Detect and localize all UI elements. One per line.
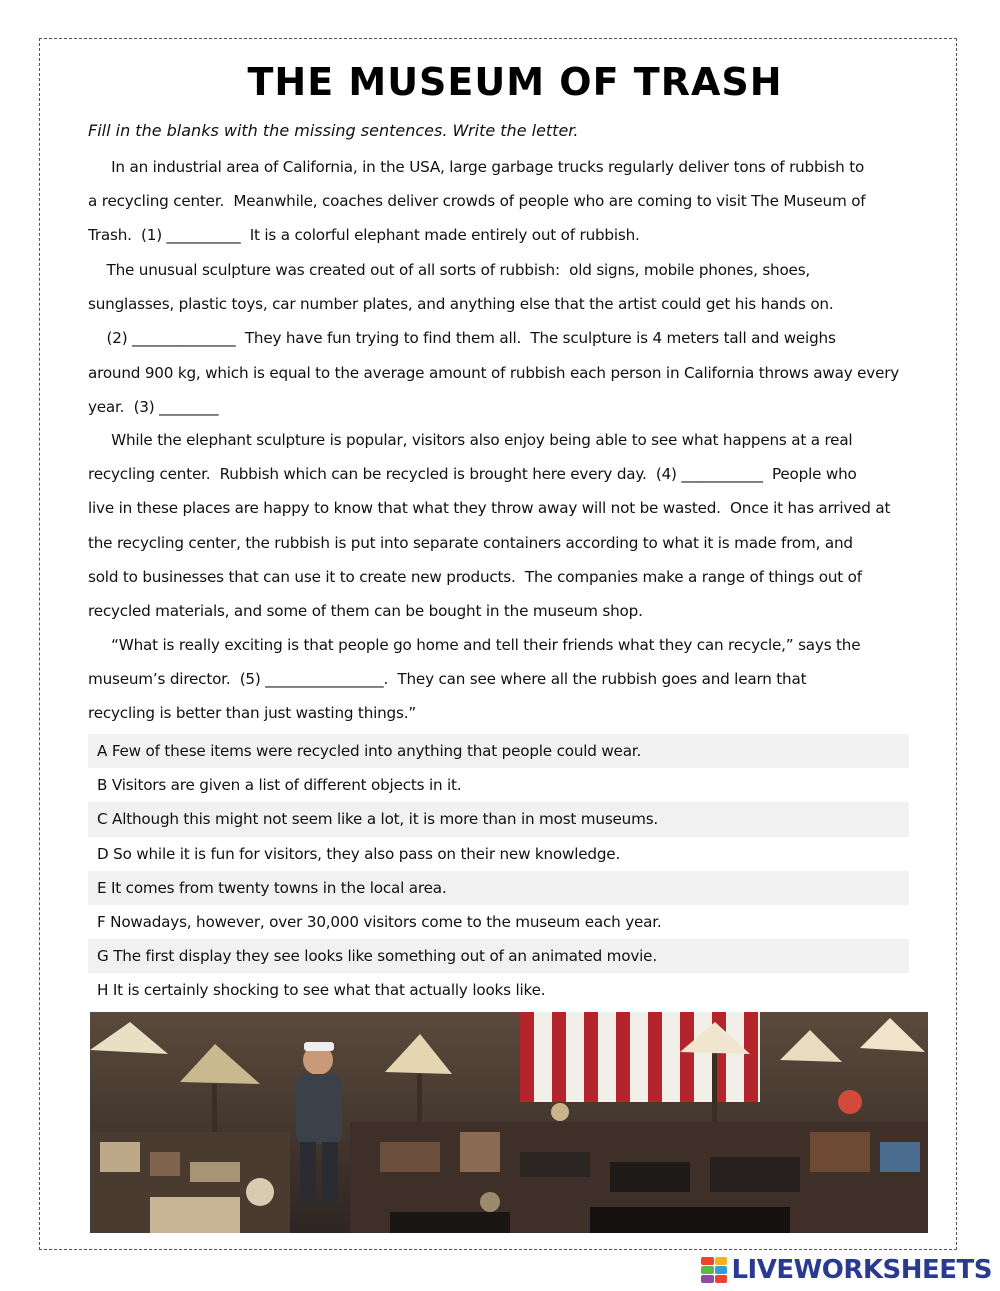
text-line: a recycling center. Meanwhile, coaches deliver crowds of people who are coming to visit The Museum of — [88, 192, 866, 211]
text-line: (2) ______________ They have fun trying to find them all. The sculpture is 4 meters tall and weighs — [88, 329, 836, 348]
text-line: museum’s director. (5) ________________. They can see where all the rubbish goes and learn that — [88, 670, 807, 689]
museum-photo-illustration — [90, 1012, 928, 1233]
instructions: Fill in the blanks with the missing sentences. Write the letter. — [88, 121, 579, 140]
option-b: B Visitors are given a list of different objects in it. — [97, 776, 462, 795]
liveworksheets-logo-icon — [701, 1257, 727, 1283]
option-a: A Few of these items were recycled into anything that people could wear. — [88, 734, 909, 768]
text-line: sold to businesses that can use it to create new products. The companies make a range of things out of — [88, 567, 862, 586]
paragraph-3 — [88, 423, 918, 628]
option-c: C Although this might not seem like a lot, it is more than in most museums. — [88, 802, 909, 836]
text-line: recycled materials, and some of them can be bought in the museum shop. — [88, 601, 643, 620]
paragraph-2 — [88, 253, 918, 424]
text-line: “What is really exciting is that people go home and tell their friends what they can recycle,” says the — [88, 636, 861, 654]
option-e: E It comes from twenty towns in the local area. — [88, 871, 909, 905]
text-line: year. (3) ________ — [88, 397, 219, 416]
text-line: the recycling center, the rubbish is put into separate containers according to what it is made from, and — [88, 533, 853, 552]
option-g: G The first display they see looks like something out of an animated movie. — [88, 939, 909, 973]
paragraph-1 — [88, 150, 918, 253]
text-line: Trash. (1) __________ It is a colorful elephant made entirely out of rubbish. — [88, 226, 640, 245]
text-line: recycling is better than just wasting things.” — [88, 704, 417, 723]
liveworksheets-brand[interactable] — [701, 1255, 992, 1285]
brand-text: LIVEWORKSHEETS — [731, 1255, 992, 1285]
text-line: live in these places are happy to know that what they throw away will not be wasted. Once it has arrived at — [88, 499, 891, 518]
option-h: H It is certainly shocking to see what that actually looks like. — [97, 981, 546, 1000]
text-line: recycling center. Rubbish which can be recycled is brought here every day. (4) ___________ People who — [88, 465, 857, 484]
flag-stripes — [520, 1012, 760, 1102]
paragraph-4 — [88, 628, 918, 731]
text-line: In an industrial area of California, in the USA, large garbage trucks regularly deliver tons of rubbish to — [88, 158, 865, 176]
text-line: The unusual sculpture was created out of all sorts of rubbish: old signs, mobile phones, shoes, — [88, 261, 811, 279]
text-line: around 900 kg, which is equal to the average amount of rubbish each person in California throws away every — [88, 363, 900, 382]
museum-photo — [90, 1012, 928, 1233]
answer-options-list — [88, 734, 909, 1008]
option-f: F Nowadays, however, over 30,000 visitors come to the museum each year. — [97, 912, 662, 931]
text-line: While the elephant sculpture is popular, visitors also enjoy being able to see what happens at a real — [88, 431, 853, 449]
option-d: D So while it is fun for visitors, they also pass on their new knowledge. — [97, 844, 621, 863]
page-title: THE MUSEUM OF TRASH — [247, 60, 783, 104]
text-line: sunglasses, plastic toys, car number plates, and anything else that the artist could get his hands on. — [88, 295, 834, 314]
